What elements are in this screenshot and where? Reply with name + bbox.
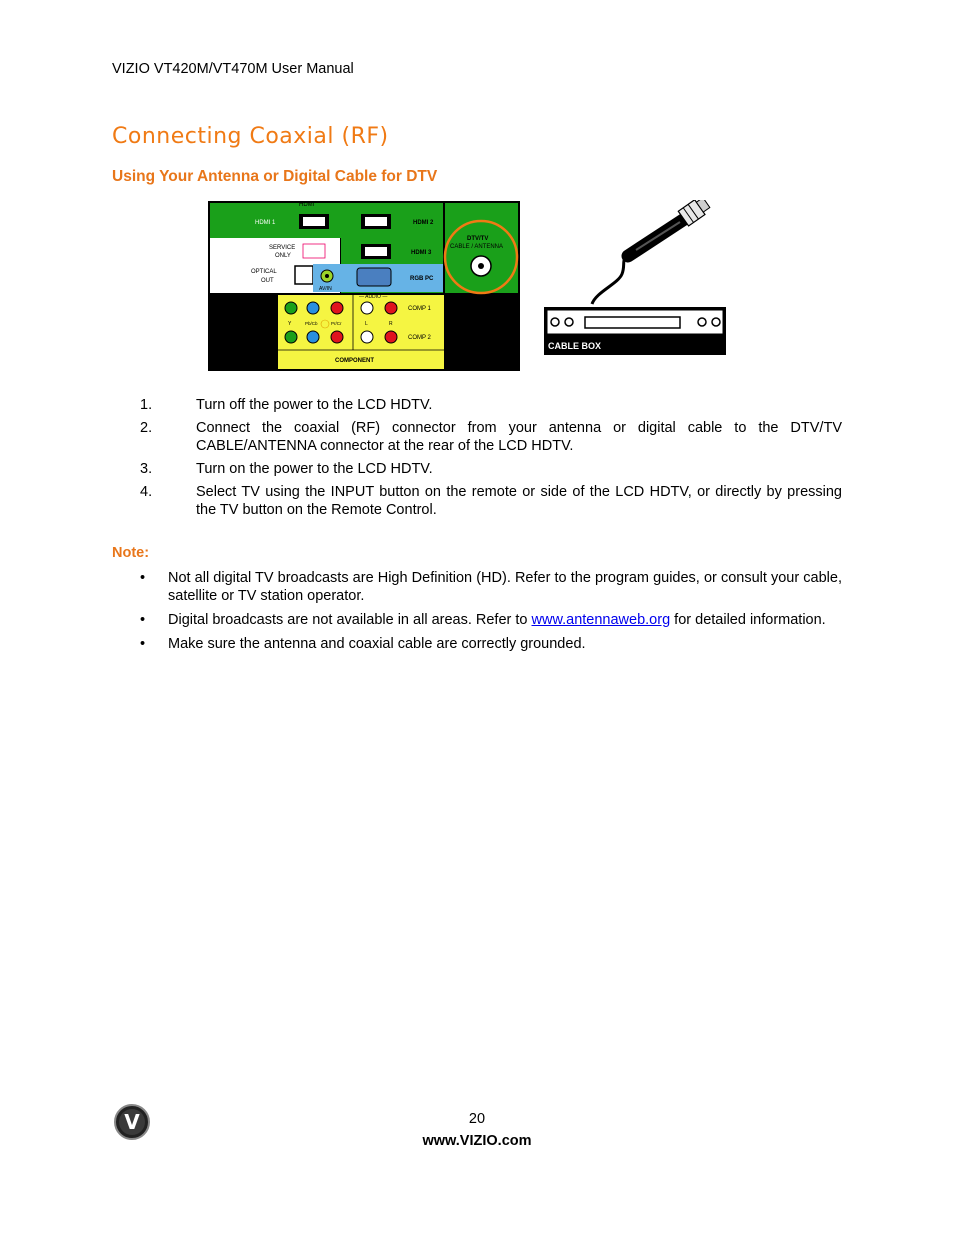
step-item xyxy=(140,419,842,455)
service-label-1: SERVICE xyxy=(269,245,296,251)
comp2-label: COMP 2 xyxy=(408,335,431,341)
av-audio-jack-center xyxy=(325,274,329,278)
note-text: Make sure the antenna and coaxial cable are correctly grounded. xyxy=(168,636,586,652)
comp1-r-jack xyxy=(385,302,397,314)
step-text: Select TV using the INPUT button on the remote or side of the LCD HDTV, or directly by pressing the TV button on the Remote Control. xyxy=(196,484,842,518)
note-text xyxy=(168,611,842,629)
comp1-l-jack xyxy=(361,302,373,314)
step-item xyxy=(140,483,842,519)
y-label: Y xyxy=(288,321,292,327)
optical-port xyxy=(295,266,313,284)
note-item xyxy=(140,569,842,605)
step-text: Turn off the power to the LCD HDTV. xyxy=(196,397,433,413)
bullet-dot: • xyxy=(140,636,146,652)
hdmi3-label: HDMI 3 xyxy=(411,250,432,256)
note-list xyxy=(140,569,842,659)
hdmi1-slot xyxy=(303,217,325,226)
hdmi2-slot xyxy=(365,217,387,226)
step-number: 1. xyxy=(140,397,153,413)
optical-label-1: OPTICAL xyxy=(251,269,277,275)
step-text: Connect the coaxial (RF) connector from your antenna or digital cable to the DTV/TV CABLE/ANTENNA connector at the rear of the LCD HDTV. xyxy=(196,420,842,454)
cable-antenna-label: CABLE / ANTENNA xyxy=(450,244,504,250)
comp2-y-jack xyxy=(285,331,297,343)
note-text-post: for detailed information. xyxy=(670,612,826,628)
audio-label: — AUDIO — xyxy=(359,294,388,300)
comp1-pb-jack xyxy=(307,302,319,314)
comp2-l-jack xyxy=(361,331,373,343)
comp1-y-jack xyxy=(285,302,297,314)
footer-url: www.VIZIO.com xyxy=(422,1133,532,1149)
step-number: 2. xyxy=(140,420,153,436)
rgb-port xyxy=(357,268,391,286)
av-audio-label: AV/IN xyxy=(319,286,332,292)
comp2-r-jack xyxy=(385,331,397,343)
rear-panel-diagram xyxy=(207,200,521,372)
service-label-2: ONLY xyxy=(275,253,291,259)
cable-box-diagram xyxy=(540,200,730,358)
note-item xyxy=(140,611,842,629)
hdmi2-label: HDMI 2 xyxy=(413,220,434,226)
comp2-pb-jack xyxy=(307,331,319,343)
section-subtitle: Using Your Antenna or Digital Cable for DTV xyxy=(112,168,438,185)
hdmi3-slot xyxy=(365,247,387,256)
bullet-dot: • xyxy=(140,570,146,586)
note-text: Not all digital TV broadcasts are High Definition (HD). Refer to the program guides, or consult your cable, satellite or TV station operator. xyxy=(168,570,842,604)
comp2-pr-jack xyxy=(331,331,343,343)
dtv-label: DTV/TV xyxy=(467,236,489,242)
pr-label: Pr/Cr xyxy=(331,321,342,326)
step-item xyxy=(140,460,842,478)
step-text: Turn on the power to the LCD HDTV. xyxy=(196,461,433,477)
optical-label-2: OUT xyxy=(261,278,274,284)
section-title: Connecting Coaxial (RF) xyxy=(112,124,389,149)
note-item xyxy=(140,635,842,653)
document-header: VIZIO VT420M/VT470M User Manual xyxy=(112,61,354,77)
antenna-connector-pin xyxy=(478,263,484,269)
note-text-pre: Digital broadcasts are not available in all areas. Refer to xyxy=(168,612,532,628)
comp1-label: COMP 1 xyxy=(408,306,431,312)
step-item xyxy=(140,396,842,414)
rgb-label: RGB PC xyxy=(410,276,434,282)
hdmi-header: HDMI xyxy=(299,202,315,208)
hdmi1-label: HDMI 1 xyxy=(255,220,276,226)
l-label: L xyxy=(365,321,368,327)
r-label: R xyxy=(389,321,393,327)
comp1-pr-jack xyxy=(331,302,343,314)
comp-marker xyxy=(321,320,329,328)
logo-letter: V xyxy=(124,1110,140,1134)
instruction-steps xyxy=(140,396,842,524)
antennaweb-link[interactable]: www.antennaweb.org xyxy=(531,612,671,628)
step-number: 3. xyxy=(140,461,153,477)
page-number: 20 xyxy=(468,1111,486,1127)
pb-label: Pb/Cb xyxy=(305,321,318,326)
bullet-dot: • xyxy=(140,612,146,628)
note-label: Note: xyxy=(112,545,150,561)
component-label: COMPONENT xyxy=(335,358,374,364)
step-number: 4. xyxy=(140,484,153,500)
service-port xyxy=(303,244,325,258)
cable-highlight xyxy=(636,222,680,250)
cable-box-label: CABLE BOX xyxy=(548,341,602,351)
